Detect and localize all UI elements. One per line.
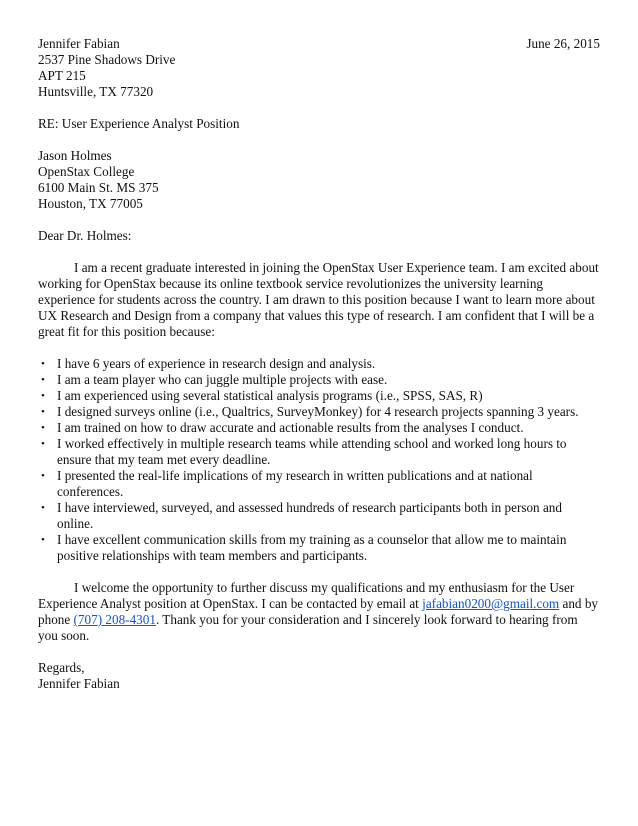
bullet-icon: •	[41, 406, 45, 418]
sender-city-state-zip: Huntsville, TX 77320	[38, 84, 154, 99]
list-item-text: I have 6 years of experience in research design and analysis.	[57, 356, 376, 371]
bullet-icon: •	[41, 534, 45, 546]
subject-line: RE: User Experience Analyst Position	[38, 116, 240, 131]
sender-header-row	[38, 36, 600, 52]
closing-text-2: and by phone	[38, 596, 599, 627]
recipient-city-state-zip: Houston, TX 77005	[38, 196, 143, 211]
sender-name: Jennifer Fabian	[38, 36, 120, 51]
qualifications-list	[38, 356, 600, 564]
list-item	[38, 436, 600, 468]
bullet-icon: •	[41, 470, 45, 482]
bullet-icon: •	[41, 390, 45, 402]
bullet-icon: •	[41, 438, 45, 450]
closing-paragraph	[38, 580, 600, 644]
bullet-icon: •	[41, 502, 45, 514]
list-item-text: I have excellent communication skills from my training as a counselor that allow me to maintain positive relationships with team members and participants.	[57, 532, 567, 563]
closing-text-3: . Thank you for your consideration and I sincerely look forward to hearing from you soon.	[38, 612, 578, 643]
list-item	[38, 500, 600, 532]
signature-name: Jennifer Fabian	[38, 676, 120, 691]
list-item-text: I am experienced using several statistical analysis programs (i.e., SPSS, SAS, R)	[57, 388, 483, 403]
recipient-block	[38, 148, 600, 212]
list-item	[38, 388, 600, 404]
list-item-text: I have interviewed, surveyed, and assessed hundreds of research participants both in person and online.	[57, 500, 562, 531]
spacer	[38, 644, 600, 660]
salutation: Dear Dr. Holmes:	[38, 228, 132, 243]
list-item	[38, 404, 600, 420]
bullet-icon: •	[41, 374, 45, 386]
email-link[interactable]: jafabian0200@gmail.com	[422, 596, 560, 611]
sender-block	[38, 36, 600, 100]
spacer	[38, 132, 600, 148]
spacer	[38, 564, 600, 580]
spacer	[38, 244, 600, 260]
recipient-name: Jason Holmes	[38, 148, 112, 163]
closing-text-1: I welcome the opportunity to further discuss my qualifications and my enthusiasm for the User Experience Analyst position at OpenStax. I can be contacted by email at	[38, 580, 575, 611]
list-item-text: I presented the real-life implications of my research in written publications and at national conferences.	[57, 468, 533, 499]
spacer	[38, 100, 600, 116]
letter-date: June 26, 2015	[526, 36, 600, 51]
recipient-address: 6100 Main St. MS 375	[38, 180, 159, 195]
signoff: Regards,	[38, 660, 85, 675]
bullet-icon: •	[41, 422, 45, 434]
spacer	[38, 212, 600, 228]
list-item	[38, 468, 600, 500]
list-item-text: I am a team player who can juggle multiple projects with ease.	[57, 372, 388, 387]
intro-paragraph: I am a recent graduate interested in joining the OpenStax User Experience team. I am excited about working for OpenStax because its online textbook service revolutionizes the university learning experience for students across the country. I am drawn to this position because I want to learn more about UX Research and Design from a company that values this type of research. I am confident that I will be a great fit for this position because:	[38, 260, 599, 339]
list-item	[38, 356, 600, 372]
list-item	[38, 372, 600, 388]
phone-link[interactable]: (707) 208-4301	[73, 612, 156, 627]
bullet-icon: •	[41, 358, 45, 370]
list-item	[38, 532, 600, 564]
sender-address-line1: 2537 Pine Shadows Drive	[38, 52, 176, 67]
sender-address-line2: APT 215	[38, 68, 86, 83]
list-item-text: I worked effectively in multiple research teams while attending school and worked long hours to ensure that my team met every deadline.	[57, 436, 567, 467]
list-item	[38, 420, 600, 436]
list-item-text: I am trained on how to draw accurate and actionable results from the analyses I conduct.	[57, 420, 524, 435]
spacer	[38, 340, 600, 356]
recipient-organization: OpenStax College	[38, 164, 135, 179]
list-item-text: I designed surveys online (i.e., Qualtrics, SurveyMonkey) for 4 research projects spanning 3 years.	[57, 404, 579, 419]
